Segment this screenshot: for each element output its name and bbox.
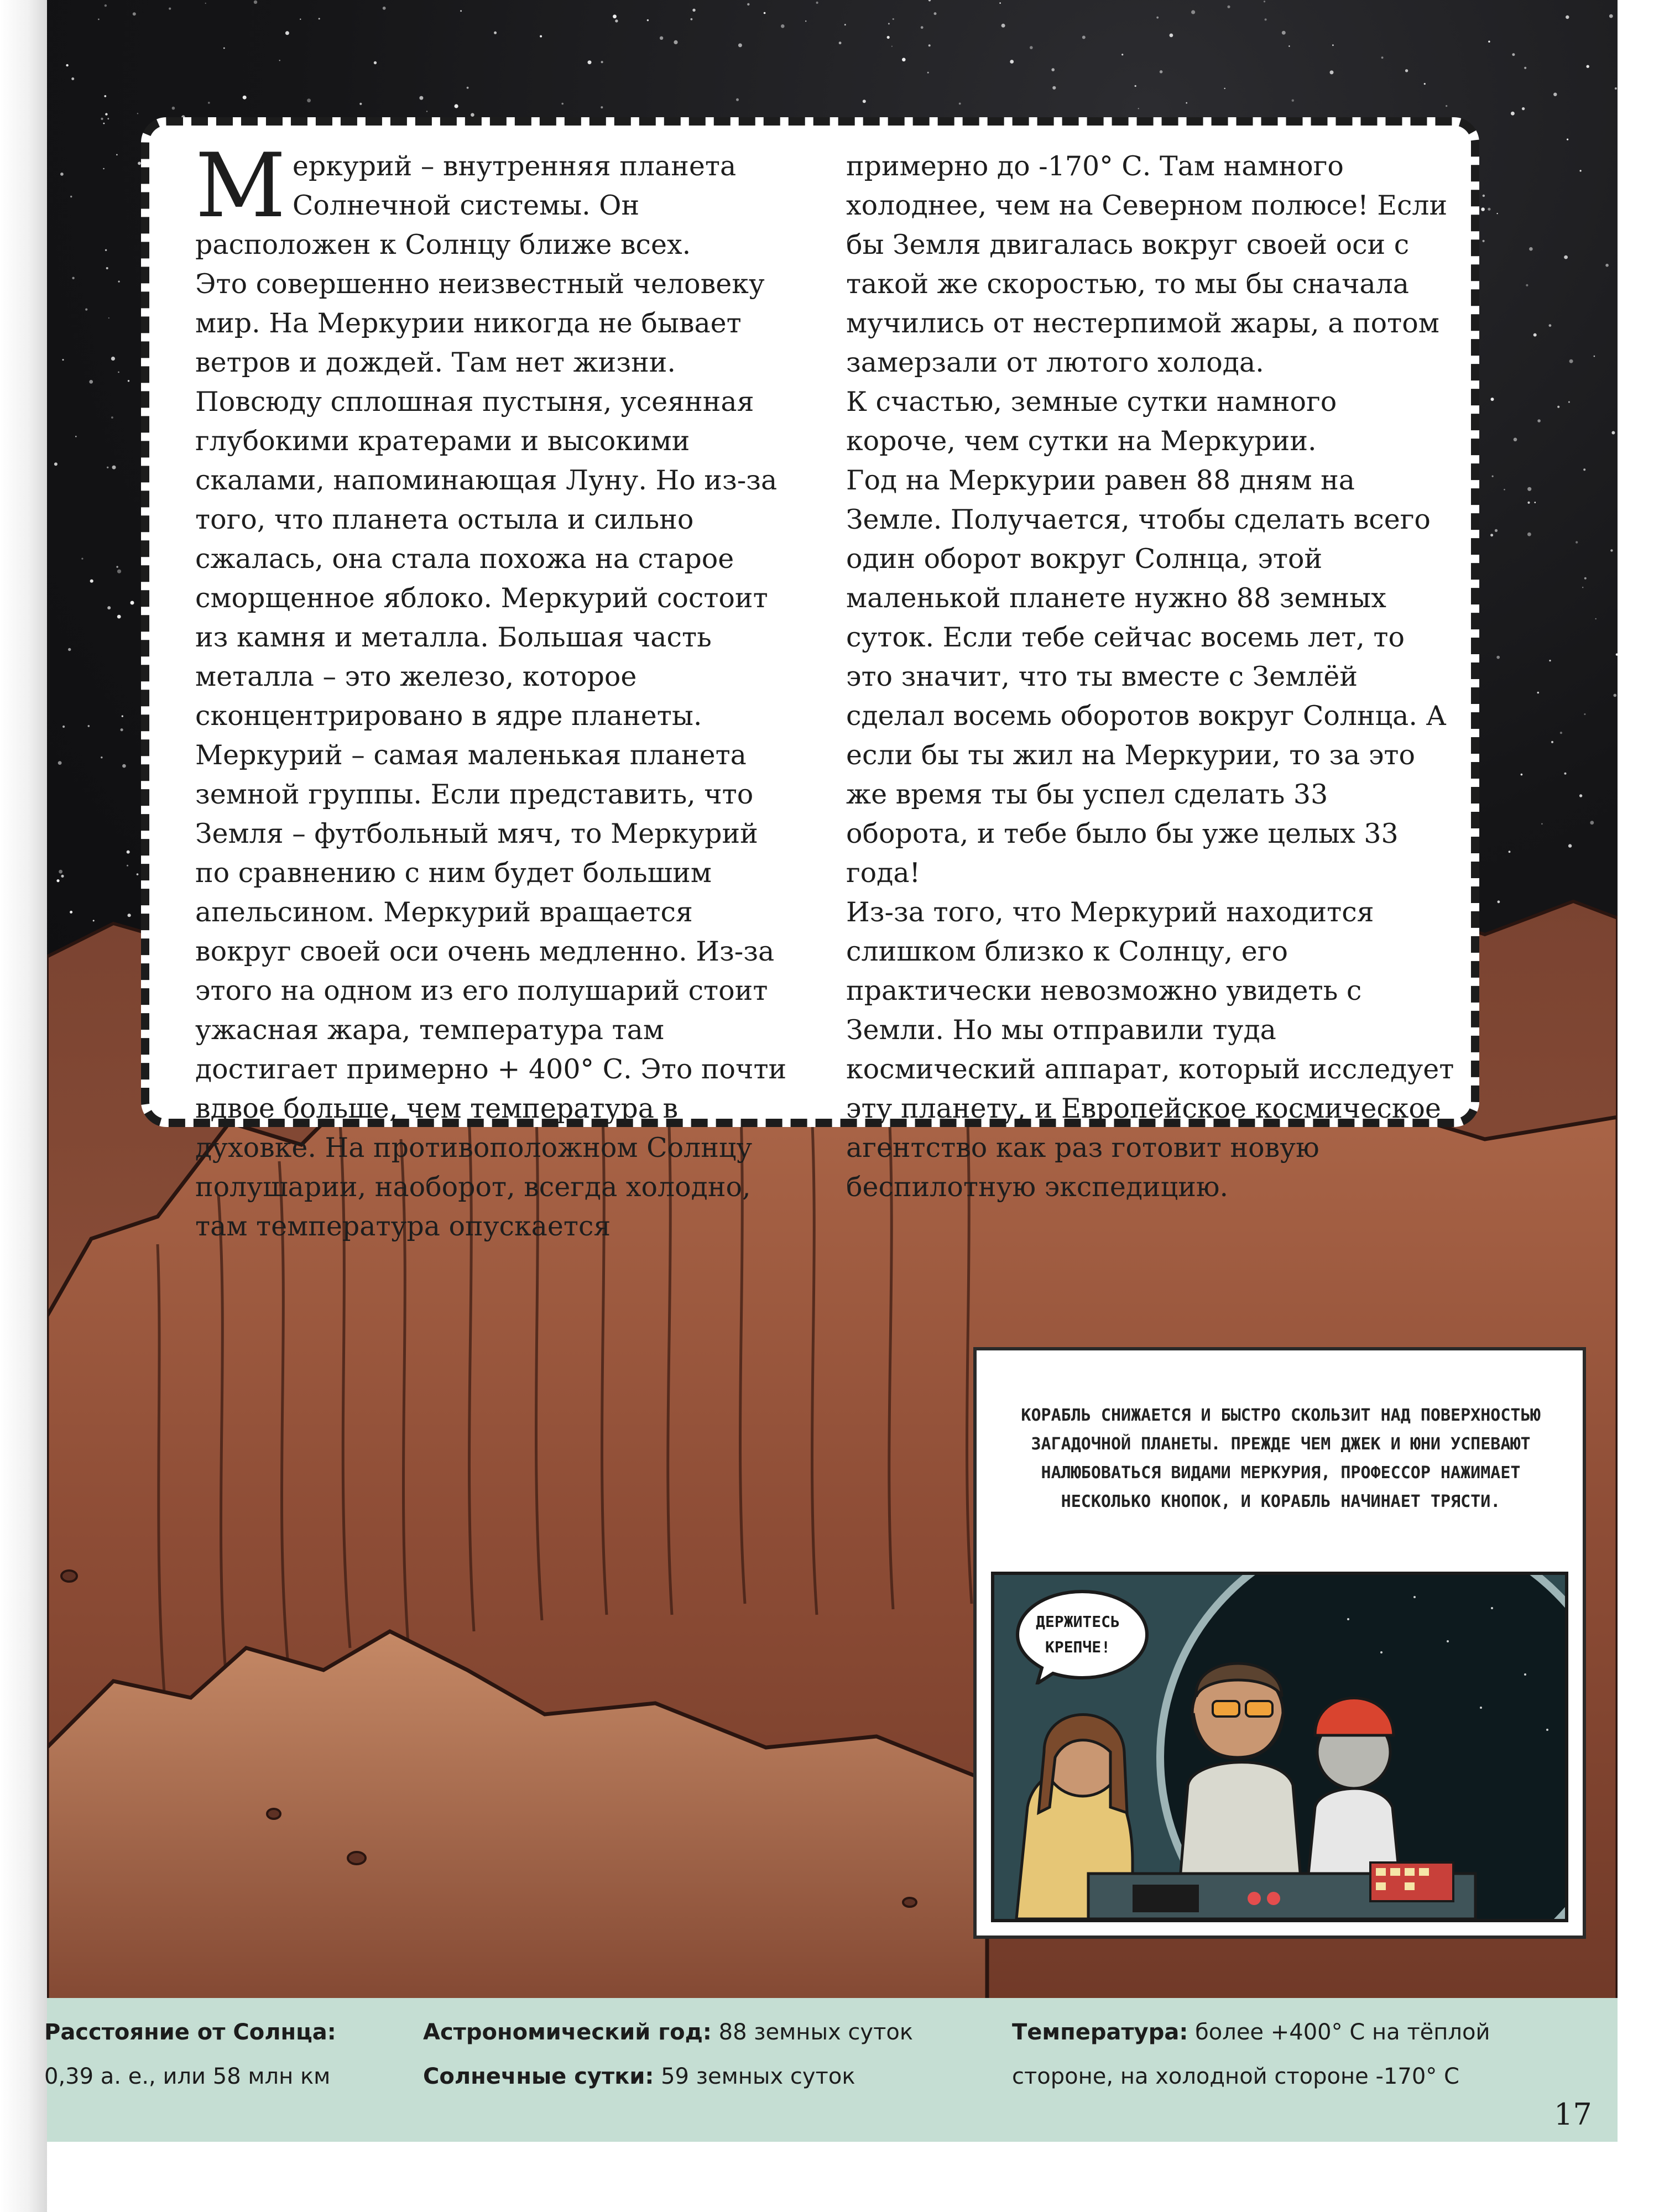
star — [208, 102, 210, 104]
star — [1191, 10, 1195, 14]
star — [660, 36, 663, 40]
star — [137, 113, 138, 114]
star — [1575, 541, 1578, 544]
star — [1504, 489, 1505, 491]
star — [1526, 284, 1528, 286]
star — [89, 380, 93, 384]
star — [471, 113, 474, 117]
star — [1527, 533, 1531, 536]
star — [1512, 53, 1515, 56]
star — [927, 72, 929, 74]
article-paragraph: К счастью, земные сутки намного короче, чем сутки на Меркурии. — [846, 386, 1337, 457]
star — [1583, 468, 1585, 471]
star — [419, 96, 423, 100]
star — [1569, 359, 1573, 363]
star — [122, 764, 126, 768]
star — [540, 35, 542, 38]
star — [888, 23, 890, 24]
star — [75, 436, 77, 437]
star — [1527, 502, 1530, 504]
star — [1509, 851, 1511, 853]
page-binding-gutter — [0, 0, 47, 2212]
star — [1156, 17, 1159, 19]
star — [1560, 732, 1562, 734]
star — [107, 467, 108, 468]
star — [122, 716, 123, 717]
star — [127, 865, 128, 867]
star — [81, 558, 83, 560]
star — [137, 873, 139, 875]
comic-panel — [991, 1572, 1568, 1922]
star — [1549, 324, 1552, 327]
star — [106, 267, 108, 269]
star — [300, 19, 301, 20]
star — [121, 728, 123, 731]
star — [588, 60, 592, 64]
star — [1541, 823, 1543, 825]
star — [426, 111, 427, 112]
star — [1587, 65, 1589, 68]
star — [1537, 419, 1541, 422]
star — [1483, 195, 1485, 197]
star — [844, 24, 846, 25]
star — [1611, 431, 1615, 435]
star — [1579, 794, 1582, 797]
star — [1551, 741, 1553, 743]
star — [1568, 401, 1570, 403]
star — [928, 0, 931, 2]
star — [1483, 240, 1485, 242]
star — [1481, 207, 1485, 211]
star — [223, 48, 225, 49]
star — [764, 12, 766, 14]
star — [747, 3, 749, 6]
star — [54, 462, 58, 466]
star — [101, 757, 102, 758]
star — [1446, 105, 1447, 107]
intro-text: еркурий – внутренняя планета Солнечной системы. Он расположен к Солнцу ближе всех. — [195, 150, 737, 260]
star — [891, 46, 893, 47]
star — [902, 58, 906, 62]
comic-caption: КОРАБЛЬ СНИЖАЕТСЯ И БЫСТРО СКОЛЬЗИТ НАД ПОВЕРХНОСТЬЮ ЗАГАДОЧНОЙ ПЛАНЕТЫ. ПРЕЖДЕ ЧЕМ ДЖЕК И ЮНИ УСПЕВАЮТ НАЛЮБОВАТЬСЯ ВИДАМИ МЕРКУРИЯ, ПРОФЕССОР НАЖИМАЕТ НЕСКОЛЬКО КНОПОК, И КОРАБЛЬ НАЧИНАЕТ ТРЯСТИ. — [1021, 1406, 1541, 1511]
star — [736, 98, 739, 101]
star — [90, 580, 93, 583]
speech-bubble-text — [1020, 1609, 1136, 1660]
star — [460, 10, 462, 12]
star — [1135, 85, 1136, 87]
fact-solar-day: Солнечные сутки: 59 земных суток — [423, 2064, 855, 2089]
star — [816, 2, 818, 4]
star — [1488, 41, 1490, 43]
fact-year: Астрономический год: 88 земных суток — [423, 2020, 914, 2045]
star — [118, 372, 119, 373]
star — [1381, 56, 1384, 59]
star — [1282, 31, 1286, 35]
star — [383, 7, 386, 10]
star — [1564, 255, 1568, 259]
star — [959, 103, 961, 105]
star — [1567, 139, 1568, 140]
star — [169, 8, 171, 10]
star — [59, 870, 62, 874]
star — [934, 12, 937, 15]
star — [1535, 502, 1536, 503]
star — [1121, 54, 1123, 55]
drop-cap-letter: М — [195, 134, 286, 237]
speech-line: ДЕРЖИТЕСЬ — [1036, 1613, 1120, 1631]
article-paragraph: Год на Меркурии равен 88 дням на Земле. Получается, чтобы сделать всего один оборот вокруг Солнца, этой маленькой планете нужно 88 земных суток. Если тебе сейчас восемь лет, то это значит, что ты вместе с Землёй сделал восемь оборотов вокруг Солнца. А если бы ты жил на Меркурии, то за это же время ты бы успел сделать 33 оборота, и тебе было бы уже целых 33 года! — [846, 465, 1447, 889]
star — [863, 100, 866, 103]
star — [319, 18, 320, 19]
star — [1496, 656, 1500, 659]
article-text-box — [141, 117, 1479, 1242]
comic-box — [973, 1347, 1586, 1939]
star — [1610, 549, 1613, 551]
fact-temperature: Температура: более +400° С на тёплой — [1012, 2020, 1490, 2045]
star — [56, 879, 59, 882]
star — [307, 98, 311, 102]
star — [1584, 713, 1585, 715]
article-paragraph: Это совершенно неизвестный человеку мир. На Меркурии никогда не бывает ветров и дождей. Там нет жизни. Повсюду сплошная пустыня, усеянная глубокими кратерами и высокими скалами, напоминающая Луну. Но из-за того, что планета остыла и сильно сжалась, она стала похожа на старое сморщенное яблоко. Меркурий состоит из камня и металла. Большая часть металла – это железо, которое сконцентрировано в ядре планеты. Меркурий – самая маленькая планета земной группы. Если представить, что Земля – футбольный мяч, то Меркурий по сравнению с ним будет большим апельсином. Меркурий вращается вокруг своей оси очень медленно. Из-за этого на одном из его полушарий стоит ужасная жара, температура там достигает примерно + 400° С. Это почти вдвое больше, чем температура в духовке. На противоположном Солнцу полушарии, наоборот, всегда холодно, там температура опускается — [195, 268, 787, 1242]
star — [601, 61, 603, 63]
star — [839, 41, 842, 44]
star — [72, 277, 74, 279]
star — [254, 1, 257, 4]
star — [1533, 333, 1537, 337]
star — [104, 95, 106, 97]
star — [999, 2, 1001, 4]
star — [1490, 534, 1493, 536]
star — [601, 106, 603, 108]
star — [1590, 821, 1594, 825]
star — [133, 12, 136, 15]
star — [105, 249, 107, 251]
star — [1497, 213, 1498, 214]
star — [103, 168, 104, 169]
star — [1288, 45, 1290, 46]
article-left-column — [195, 134, 794, 1246]
star — [70, 196, 72, 197]
star — [674, 40, 677, 44]
fact-distance-label: Расстояние от Солнца: — [44, 2020, 336, 2045]
star — [893, 18, 894, 20]
star — [108, 317, 109, 319]
star — [107, 606, 111, 609]
star — [1614, 694, 1617, 697]
star — [1514, 438, 1517, 442]
star — [98, 19, 100, 20]
star — [928, 44, 931, 46]
star — [1170, 34, 1173, 38]
speech-line: КРЕПЧЕ! — [1045, 1638, 1110, 1656]
star — [1010, 60, 1014, 64]
star — [61, 875, 64, 878]
star — [1594, 356, 1595, 357]
star — [613, 14, 617, 18]
star — [781, 24, 785, 28]
star — [1566, 15, 1569, 19]
star — [691, 18, 693, 20]
star — [88, 725, 90, 727]
star — [243, 96, 247, 100]
star — [1051, 68, 1055, 71]
star — [1605, 264, 1609, 267]
star — [107, 118, 109, 119]
star — [105, 4, 107, 7]
star — [1511, 112, 1515, 116]
star — [66, 64, 68, 66]
star — [1529, 247, 1533, 251]
star — [116, 566, 118, 567]
star — [279, 60, 280, 61]
fact-temperature-line2: стороне, на холодной стороне -170° С — [1012, 2064, 1459, 2089]
star — [172, 107, 175, 110]
star — [68, 648, 71, 651]
article-paragraph: Из-за того, что Меркурий находится слишком близко к Солнцу, его практически невозможно увидеть с Земли. Но мы отправили туда космический аппарат, который исследует эту планету, и Европейское космическое агентство как раз готовит новую беспилотную экспедицию. — [846, 896, 1454, 1203]
star — [1264, 1, 1265, 2]
star — [117, 570, 121, 573]
star — [561, 103, 564, 105]
star — [1227, 6, 1230, 8]
star — [494, 32, 497, 34]
star — [205, 3, 206, 4]
star — [71, 77, 74, 80]
page-number: 17 — [1554, 2097, 1592, 2132]
star — [1265, 18, 1267, 20]
star — [692, 9, 695, 12]
star — [1488, 208, 1490, 211]
star — [1521, 774, 1523, 776]
star — [103, 123, 105, 124]
star — [285, 31, 289, 35]
star — [1030, 46, 1033, 49]
article-paragraph-intro — [195, 134, 794, 264]
star — [455, 104, 458, 108]
star — [1584, 577, 1587, 580]
star — [85, 309, 87, 311]
star — [1553, 93, 1557, 96]
star — [1138, 108, 1139, 109]
star — [111, 416, 113, 419]
star — [127, 851, 130, 854]
star — [467, 87, 469, 89]
star — [118, 281, 120, 283]
star — [1492, 476, 1494, 477]
star — [1332, 44, 1334, 46]
star — [887, 36, 890, 39]
star — [1557, 406, 1559, 408]
star — [647, 19, 649, 21]
star — [60, 173, 64, 176]
star — [128, 380, 129, 382]
facts-footer-bar — [44, 1998, 1618, 2142]
article-paragraph: примерно до -170° С. Там намного холоднее, чем на Северном полюсе! Если бы Земля двигалась вокруг своей оси с такой же скоростью, то мы бы сначала мучились от нестерпимой жары, а потом замерзали от лютого холода. — [846, 150, 1448, 378]
article-right-column — [846, 147, 1454, 1207]
star — [1564, 773, 1567, 775]
star — [1292, 100, 1294, 102]
star — [131, 601, 134, 605]
star — [116, 154, 118, 156]
star — [615, 19, 618, 22]
star — [101, 118, 103, 120]
star — [1082, 36, 1086, 39]
star — [1595, 618, 1597, 619]
star — [1491, 398, 1494, 401]
star — [1052, 86, 1056, 90]
star — [1527, 487, 1531, 491]
star — [1405, 69, 1408, 72]
star — [1582, 587, 1583, 588]
star — [1160, 70, 1163, 74]
star — [1524, 67, 1526, 69]
star — [112, 466, 116, 469]
star — [921, 26, 924, 29]
page-right-margin — [1618, 0, 1659, 2212]
fact-distance-value: 0,39 а. е., или 58 млн км — [44, 2064, 331, 2089]
star — [111, 357, 115, 361]
star — [1001, 24, 1005, 28]
star — [1568, 844, 1572, 847]
star — [1522, 107, 1525, 110]
star — [374, 61, 377, 64]
star — [1609, 14, 1613, 18]
star — [105, 113, 107, 115]
star — [62, 359, 64, 361]
star — [1580, 170, 1582, 171]
star — [117, 615, 121, 619]
star — [359, 103, 362, 105]
star — [1330, 70, 1334, 74]
star — [1224, 88, 1225, 89]
star — [1186, 102, 1187, 104]
star — [1424, 83, 1426, 85]
star — [1495, 529, 1498, 532]
star — [1549, 660, 1551, 661]
star — [1615, 87, 1617, 90]
star — [58, 761, 62, 765]
star — [738, 43, 742, 47]
star — [805, 20, 806, 22]
star — [1537, 692, 1540, 694]
star — [62, 726, 65, 728]
